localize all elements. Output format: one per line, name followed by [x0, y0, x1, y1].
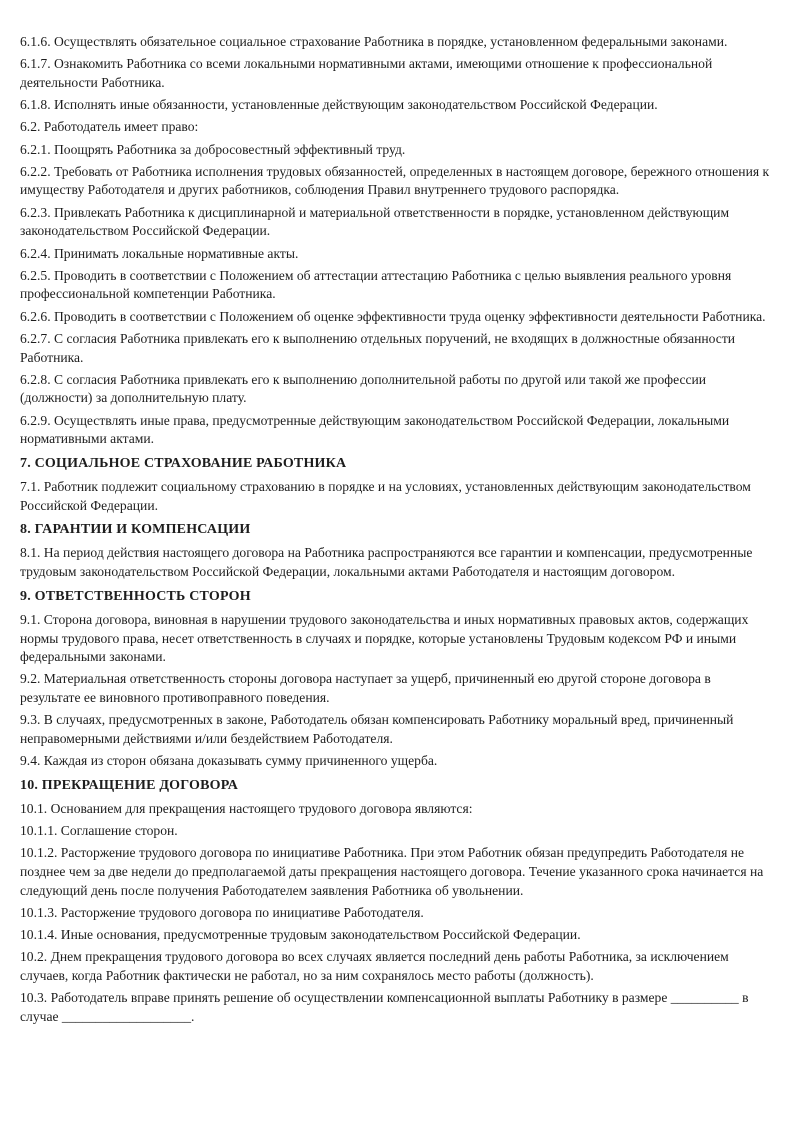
section-heading-10-termination: 10. ПРЕКРАЩЕНИЕ ДОГОВОРА: [20, 778, 238, 793]
clause-10-1-1: 10.1.1. Соглашение сторон.: [20, 823, 178, 839]
clause-6-2-4: 6.2.4. Принимать локальные нормативные акты.: [20, 245, 299, 261]
clause-9-3: 9.3. В случаях, предусмотренных в законе, Работодатель обязан компенсировать Работнику моральный вред, причиненный неправомерными действиями и/или бездействием Работодателя.: [20, 712, 734, 747]
clause-8-1: 8.1. На период действия настоящего договора на Работника распространяются все гарантии и компенсации, предусмотренные трудовым законодательством Российской Федерации, локальными актами Работодателя и настоящим договором.: [20, 545, 753, 580]
clause-6-2-3: 6.2.3. Привлекать Работника к дисциплинарной и материальной ответственности в порядке, установленном действующим законодательством Российской Федерации.: [20, 204, 730, 239]
clause-6-2-1: 6.2.1. Поощрять Работника за добросовестный эффективный труд.: [20, 141, 406, 157]
clause-6-1-8: 6.1.8. Исполнять иные обязанности, установленные действующим законодательством Российской Федерации.: [20, 97, 658, 113]
clause-6-2: 6.2. Работодатель имеет право:: [20, 119, 199, 135]
clause-6-2-6: 6.2.6. Проводить в соответствии с Положением об оценке эффективности труда оценку эффективности деятельности Работника.: [20, 308, 766, 324]
clause-6-1-6: 6.1.6. Осуществлять обязательное социальное страхование Работника в порядке, установленном федеральными законами.: [20, 34, 728, 49]
clause-10-1-4: 10.1.4. Иные основания, предусмотренные трудовым законодательством Российской Федерации.: [20, 927, 581, 943]
section-heading-8-guarantees: 8. ГАРАНТИИ И КОМПЕНСАЦИИ: [20, 522, 251, 538]
clause-10-1-2: 10.1.2. Расторжение трудового договора по инициативе Работника. При этом Работник обязан предупредить Работодателя не позднее чем за две недели до предполагаемой даты прекращения настоящего договора. Течение указанного срока начинается на следующий день после получения Работодателем заявления Работника об увольнении.: [20, 845, 764, 898]
clause-9-2: 9.2. Материальная ответственность стороны договора наступает за ущерб, причиненный ею другой стороне договора в результате ее виновного противоправного поведения.: [20, 671, 711, 706]
clause-10-2: 10.2. Днем прекращения трудового договора во всех случаях является последний день работы Работника, за исключением случаев, когда Работник фактически не работал, но за ним сохранялось место работы (должность).: [20, 949, 729, 984]
clause-10-1-3: 10.1.3. Расторжение трудового договора по инициативе Работодателя.: [20, 905, 424, 921]
clause-6-2-8: 6.2.8. С согласия Работника привлекать его к выполнению дополнительной работы по другой или такой же профессии (должности) за дополнительную плату.: [20, 371, 707, 406]
clause-6-2-2: 6.2.2. Требовать от Работника исполнения трудовых обязанностей, определенных в настоящем договоре, бережного отношения к имуществу Работодателя и других работников, соблюдения Правил внутреннего трудового распорядка.: [20, 163, 770, 198]
clause-6-1-7: 6.1.7. Ознакомить Работника со всеми локальными нормативными актами, имеющими отношение к профессиональной деятельности Работника.: [20, 56, 713, 90]
clause-10-3: 10.3. Работодатель вправе принять решение об осуществлении компенсационной выплаты Работнику в размере __________ в случае ___________________.: [20, 990, 749, 1025]
clause-10-1: 10.1. Основанием для прекращения настоящего трудового договора являются:: [20, 801, 473, 816]
clause-7-1: 7.1. Работник подлежит социальному страхованию в порядке и на условиях, установленных действующим законодательством Российской Федерации.: [20, 479, 751, 513]
clause-9-1: 9.1. Сторона договора, виновная в нарушении трудового законодательства и иных нормативных правовых актов, содержащих нормы трудового права, несет ответственность в случаях и порядке, которые установлены Трудовым кодексом РФ и иными федеральными законами.: [20, 611, 749, 665]
clause-6-2-9: 6.2.9. Осуществлять иные права, предусмотренные действующим законодательством Российской Федерации, локальными нормативными актами.: [20, 412, 730, 447]
section-heading-7-social-insurance: 7. СОЦИАЛЬНОЕ СТРАХОВАНИЕ РАБОТНИКА: [20, 456, 347, 472]
clause-9-4: 9.4. Каждая из сторон обязана доказывать сумму причиненного ущерба.: [20, 753, 438, 769]
section-heading-9-responsibility: 9. ОТВЕТСТВЕННОСТЬ СТОРОН: [20, 588, 251, 604]
clause-6-2-7: 6.2.7. С согласия Работника привлекать его к выполнению отдельных поручений, не входящих в должностные обязанности Работника.: [20, 330, 736, 365]
clause-6-2-5: 6.2.5. Проводить в соответствии с Положением об аттестации аттестацию Работника с целью выявления реального уровня профессиональной компетенции Работника.: [20, 267, 732, 302]
